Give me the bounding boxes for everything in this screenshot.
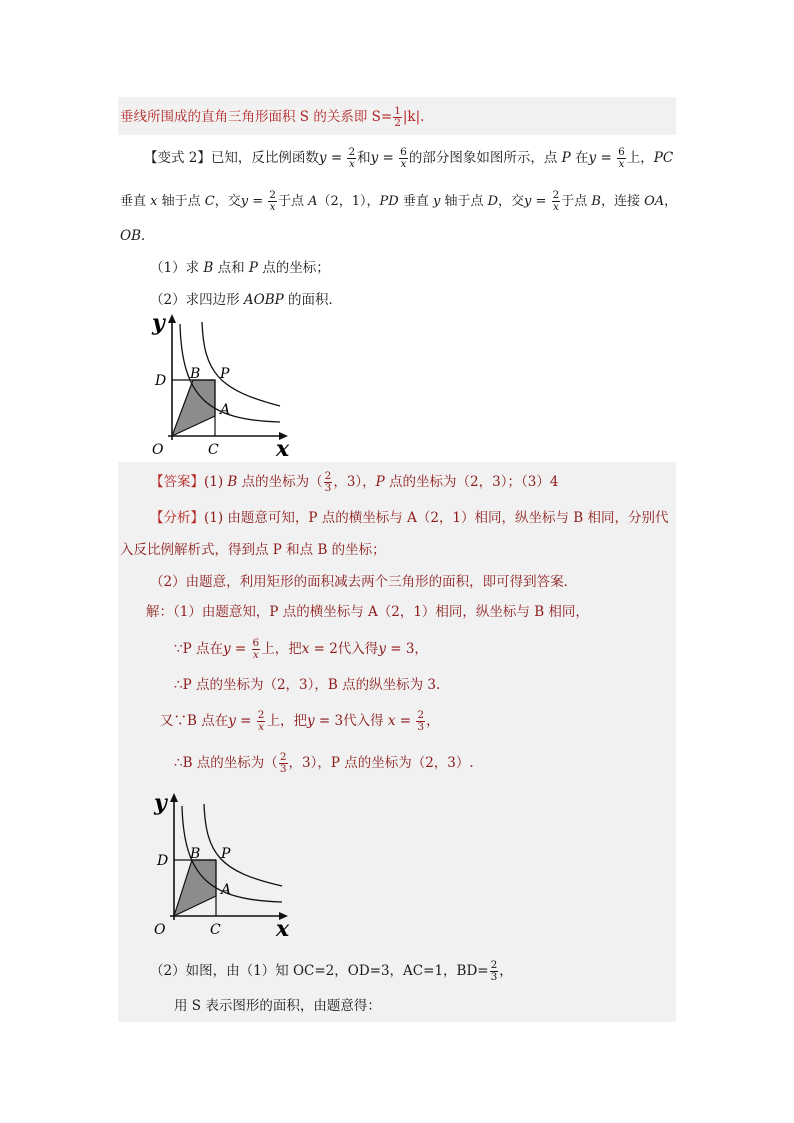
answer-line: 【答案】(1) B 点的坐标为（ $\frac{2}{3}$ ，3），P 点的坐标为（2，3）；（3）4 [150,470,559,494]
quadrilateral-aobp [172,380,215,436]
analysis-line-2: 入反比例解析式，得到点 P 和点 B 的坐标； [120,542,386,558]
label-b: B [190,366,201,382]
y-axis-arrow [168,314,176,323]
graph-figure-2 [148,790,296,938]
label-y: y [152,312,165,336]
solution-line-1: 解：（1）由题意知，P 点的横坐标与 A（2，1）相同，纵坐标与 B 相同， [146,604,589,620]
solution-line-3: ∴P 点的坐标为（2，3），B 点的纵坐标为 3. [174,677,441,693]
quadrilateral-aobp-2 [174,860,216,916]
label-o: O [152,442,164,458]
label-d-2: D [157,853,169,869]
variant-line-1: 【变式 2】已知，反比例函数y = $\frac{2}{x}$ 和y = $\frac{6}{x}$ 的部分图象如图所示，点 P 在y = $\frac{6}{x}$ 上，PC [144,146,674,170]
variant-line-2: 垂直 x 轴于点 C，交y = $\frac{2}{x}$ 于点 A（2，1），PD 垂直 y 轴于点 D，交y = $\frac{2}{x}$ 于点 B，连接 OA， [120,189,678,213]
label-x: x [276,436,290,460]
label-o-2: O [154,922,166,938]
answer-tag: 【答案】 [150,474,204,490]
y-axis-arrow-2 [170,793,178,802]
label-y-2: y [154,790,167,816]
analysis-tag: 【分析】 [150,510,204,526]
intro-line: 垂线所围成的直角三角形面积 S 的关系即 S= $\frac{1}{2}$ |k|. [120,105,425,129]
solution-line-2: ∵P 点在y = $\frac{6}{x}$ 上，把x = 2代入得y = 3， [174,637,428,661]
label-b-2: B [190,846,201,862]
variant-tag: 【变式 2】 [144,150,211,166]
label-x-2: x [276,916,290,938]
label-p: P [220,366,230,382]
label-c-2: C [210,922,221,938]
solution-line-5: ∴B 点的坐标为（ $\frac{2}{3}$ ，3），P 点的坐标为（2，3）. [174,751,474,775]
analysis-line-1: 【分析】(1) 由题意可知，P 点的横坐标与 A（2，1）相同，纵坐标与 B 相同，分别代 [150,510,669,526]
solution-line-4: 又∵B 点在y = $\frac{2}{x}$ 上，把y = 3代入得 x = $\frac{2}{3}$ ， [160,709,440,733]
graph-figure-1 [148,312,296,460]
label-a: A [220,402,231,418]
label-d: D [155,373,167,389]
question-2: （2）求四边形 AOBP 的面积． [150,292,343,308]
label-a-2: A [221,882,232,898]
question-1: （1）求 B 点和 P 点的坐标； [150,260,330,276]
part2-line-2: 用 S 表示图形的面积，由题意得： [174,998,381,1014]
part2-line-1: （2）如图，由（1）知 OC=2，OD=3，AC=1，BD= $\frac{2}{3}$ ， [150,959,513,983]
label-p-2: P [221,846,231,862]
variant-line-3: OB． [120,228,155,244]
label-c: C [208,442,219,458]
analysis-line-3: （2）由题意，利用矩形的面积减去两个三角形的面积，即可得到答案． [150,574,578,590]
